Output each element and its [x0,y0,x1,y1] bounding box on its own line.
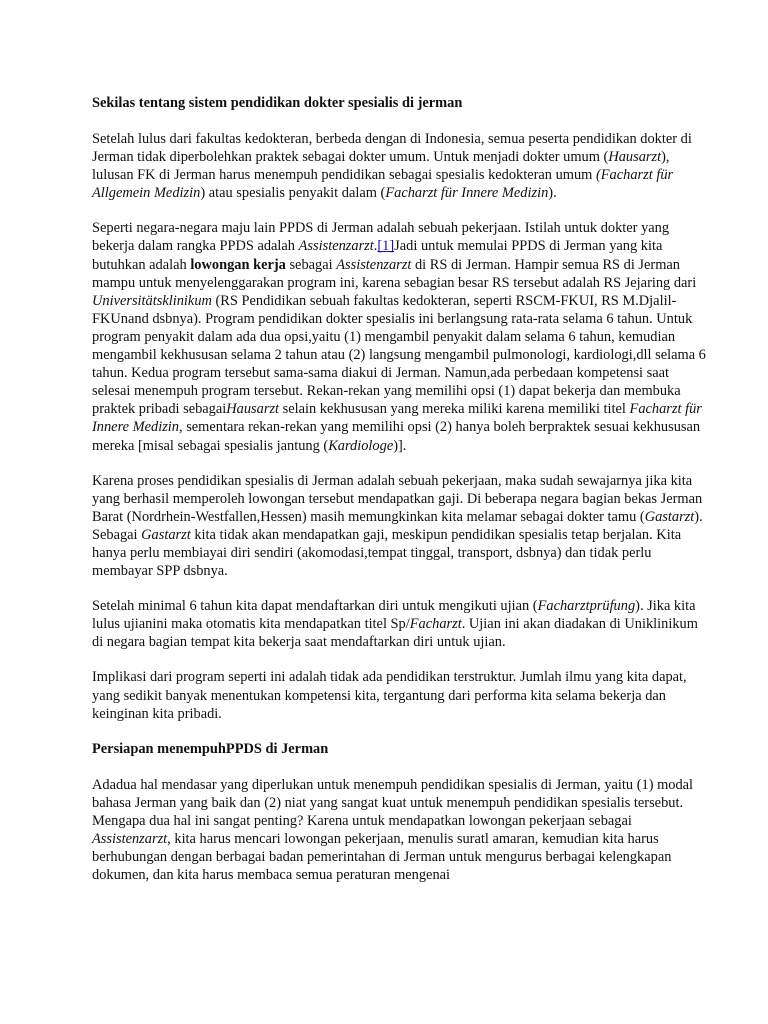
paragraph-2 [92,219,708,454]
text-run: Seperti negara-negara maju lain PPDS di Jerman adalah sebuah pekerjaan. Istilah untuk dokter yang bekerja dalam rangka PPDS adalah [92,220,670,255]
text-run: kita tidak akan mendapatkan gaji, meskipun pendidikan spesialis tetap berjalan. Kita hanya perlu membiayai diri sendiri (akomodasi,tempat tinggal, transport, dsbnya) dan tidak perlu membayar SPP dsbnya. [92,526,682,580]
text-run: ). Sebagai [92,508,703,543]
paragraph-4 [92,597,708,651]
italic-text: Assistenzarzt [298,238,374,255]
text-run: . Ujian ini akan diadakan di Uniklinikum di negara bagian tempat kita bekerja saat mendaftarkan diri untuk ujian. [92,616,698,651]
section-title-overview: Sekilas tentang sistem pendidikan dokter spesialis di jerman [92,95,463,111]
text-run: ) atau spesialis penyakit dalam ( [200,185,386,202]
text-run: Karena proses pendidikan spesialis di Jerman adalah sebuah pekerjaan, maka sudah sewajarnya jika kita yang berhasil memperoleh lowongan tersebut mendapatkan gaji. Di beberapa negara bagian bekas Jerman Barat (Nordrhein-Westfallen,Hessen) masih memungkinkan kita melamar sebagai dokter tamu ( [92,472,703,525]
text-run: )]. [393,437,407,454]
italic-text: Gastarzt [644,508,695,525]
text-run: sementara rekan-rekan yang memilihi opsi (2) hanya boleh berpraktek sesuai kekhususan mereka [misal sebagai spesialis jantung ( [92,419,701,454]
text-run: , kita harus mencari lowongan pekerjaan, menulis suratl amaran, kemudian kita harus berhubungan dengan berbagai badan pemerintahan di Jerman untuk mengurus berbagai kelengkapan dokumen, dan kita harus membaca semua peraturan mengenai [92,831,672,884]
text-run: ). [548,185,557,202]
text-run: Setelah minimal 6 tahun kita dapat mendaftarkan diri untuk mengikuti ujian ( [92,598,538,615]
paragraph-1 [92,130,708,202]
italic-text: Hausarzt [226,401,280,418]
italic-text: Gastarzt [141,526,191,543]
italic-text: Assistenzarzt [336,256,412,273]
text-run: Adadua hal mendasar yang diperlukan untuk menempuh pendidikan spesialis di Jerman, yaitu (1) modal bahasa Jerman yang baik dan (2) niat yang sangat kuat untuk menempuh pendidikan spesialis tersebut. Mengapa dua hal ini sangat penting? Karena untuk mendapatkan lowongan pekerjaan sebagai [92,776,694,829]
italic-text: Assistenzarzt [92,831,168,847]
italic-text: Hausarzt [608,149,662,166]
bold-text: lowongan kerja [190,256,286,273]
paragraph-3 [92,472,708,581]
paragraph-6 [92,776,708,885]
italic-text: Kardiologe [328,437,394,454]
text-run: di RS di Jerman. Hampir semua RS di Jerman mampu untuk menyelenggarakan program ini, karena sebagian besar RS tersebut adalah RS Jejaring dari [92,256,697,291]
text-run: Jadi untuk memulai PPDS di Jerman yang kita butuhkan adalah [92,238,663,273]
text-run: selain kekhususan yang mereka miliki karena memiliki titel [279,401,630,418]
section-title-preparation: Persiapan menempuhPPDS di Jerman [92,740,329,757]
text-run: (RS Pendidikan sebuah fakultas kedokteran, seperti RSCM-FKUI, RS M.Djalil-FKUnand dsbnya). Program pendidikan dokter spesialis ini berlangsung rata-rata selama 6 tahun. Untuk program penyakit dalam ada dua opsi,yaitu (1) mengambil penyakit dalam selama 6 tahun, kemudian mengambil kekhususan selama 2 tahun atau (2) langsung mengambil pulmonologi, kardiologi,dll selama 6 tahun. Kedua program tersebut sama-sama diakui di Jerman. Namun,ada perbedaan kompetensi saat selesai menempuh program tersebut. Rekan-rekan yang memilihi opsi (1) dapat bekerja dan membuka praktek pribadi sebagai [92,292,706,418]
italic-text: (Facharzt für Allgemein Medizin [92,167,674,202]
text-run: Implikasi dari program seperti ini adalah tidak ada pendidikan terstruktur. Jumlah ilmu yang kita dapat, yang sedikit banyak menentukan kompetensi kita, tergantung dari performa kita selama bekerja dan keinginan kita pribadi. [92,669,687,722]
text-run: ). Jika kita lulus ujianini maka otomatis kita mendapatkan titel Sp/ [92,598,696,633]
italic-text: Universitätsklinikum [92,292,212,309]
text-run: sebagai [285,256,337,273]
text-run: Setelah lulus dari fakultas kedokteran, berbeda dengan di Indonesia, semua peserta pendidikan dokter di Jerman tidak diperbolehkan praktek sebagai dokter umum. Untuk menjadi dokter umum ( [92,131,692,166]
paragraph-5 [92,668,708,722]
italic-text: Facharzt für Innere Medizin, [92,401,702,436]
text-run: ), lulusan FK di Jerman harus menempuh pendidikan sebagai spesialis kedokteran umum [92,149,670,184]
text-run: . [373,238,378,255]
footnote-link[interactable]: [1] [377,238,395,255]
italic-text: Facharzt [409,616,462,633]
italic-text: Facharztprüfung [537,598,636,615]
italic-text: Facharzt für Innere Medizin [385,185,549,202]
